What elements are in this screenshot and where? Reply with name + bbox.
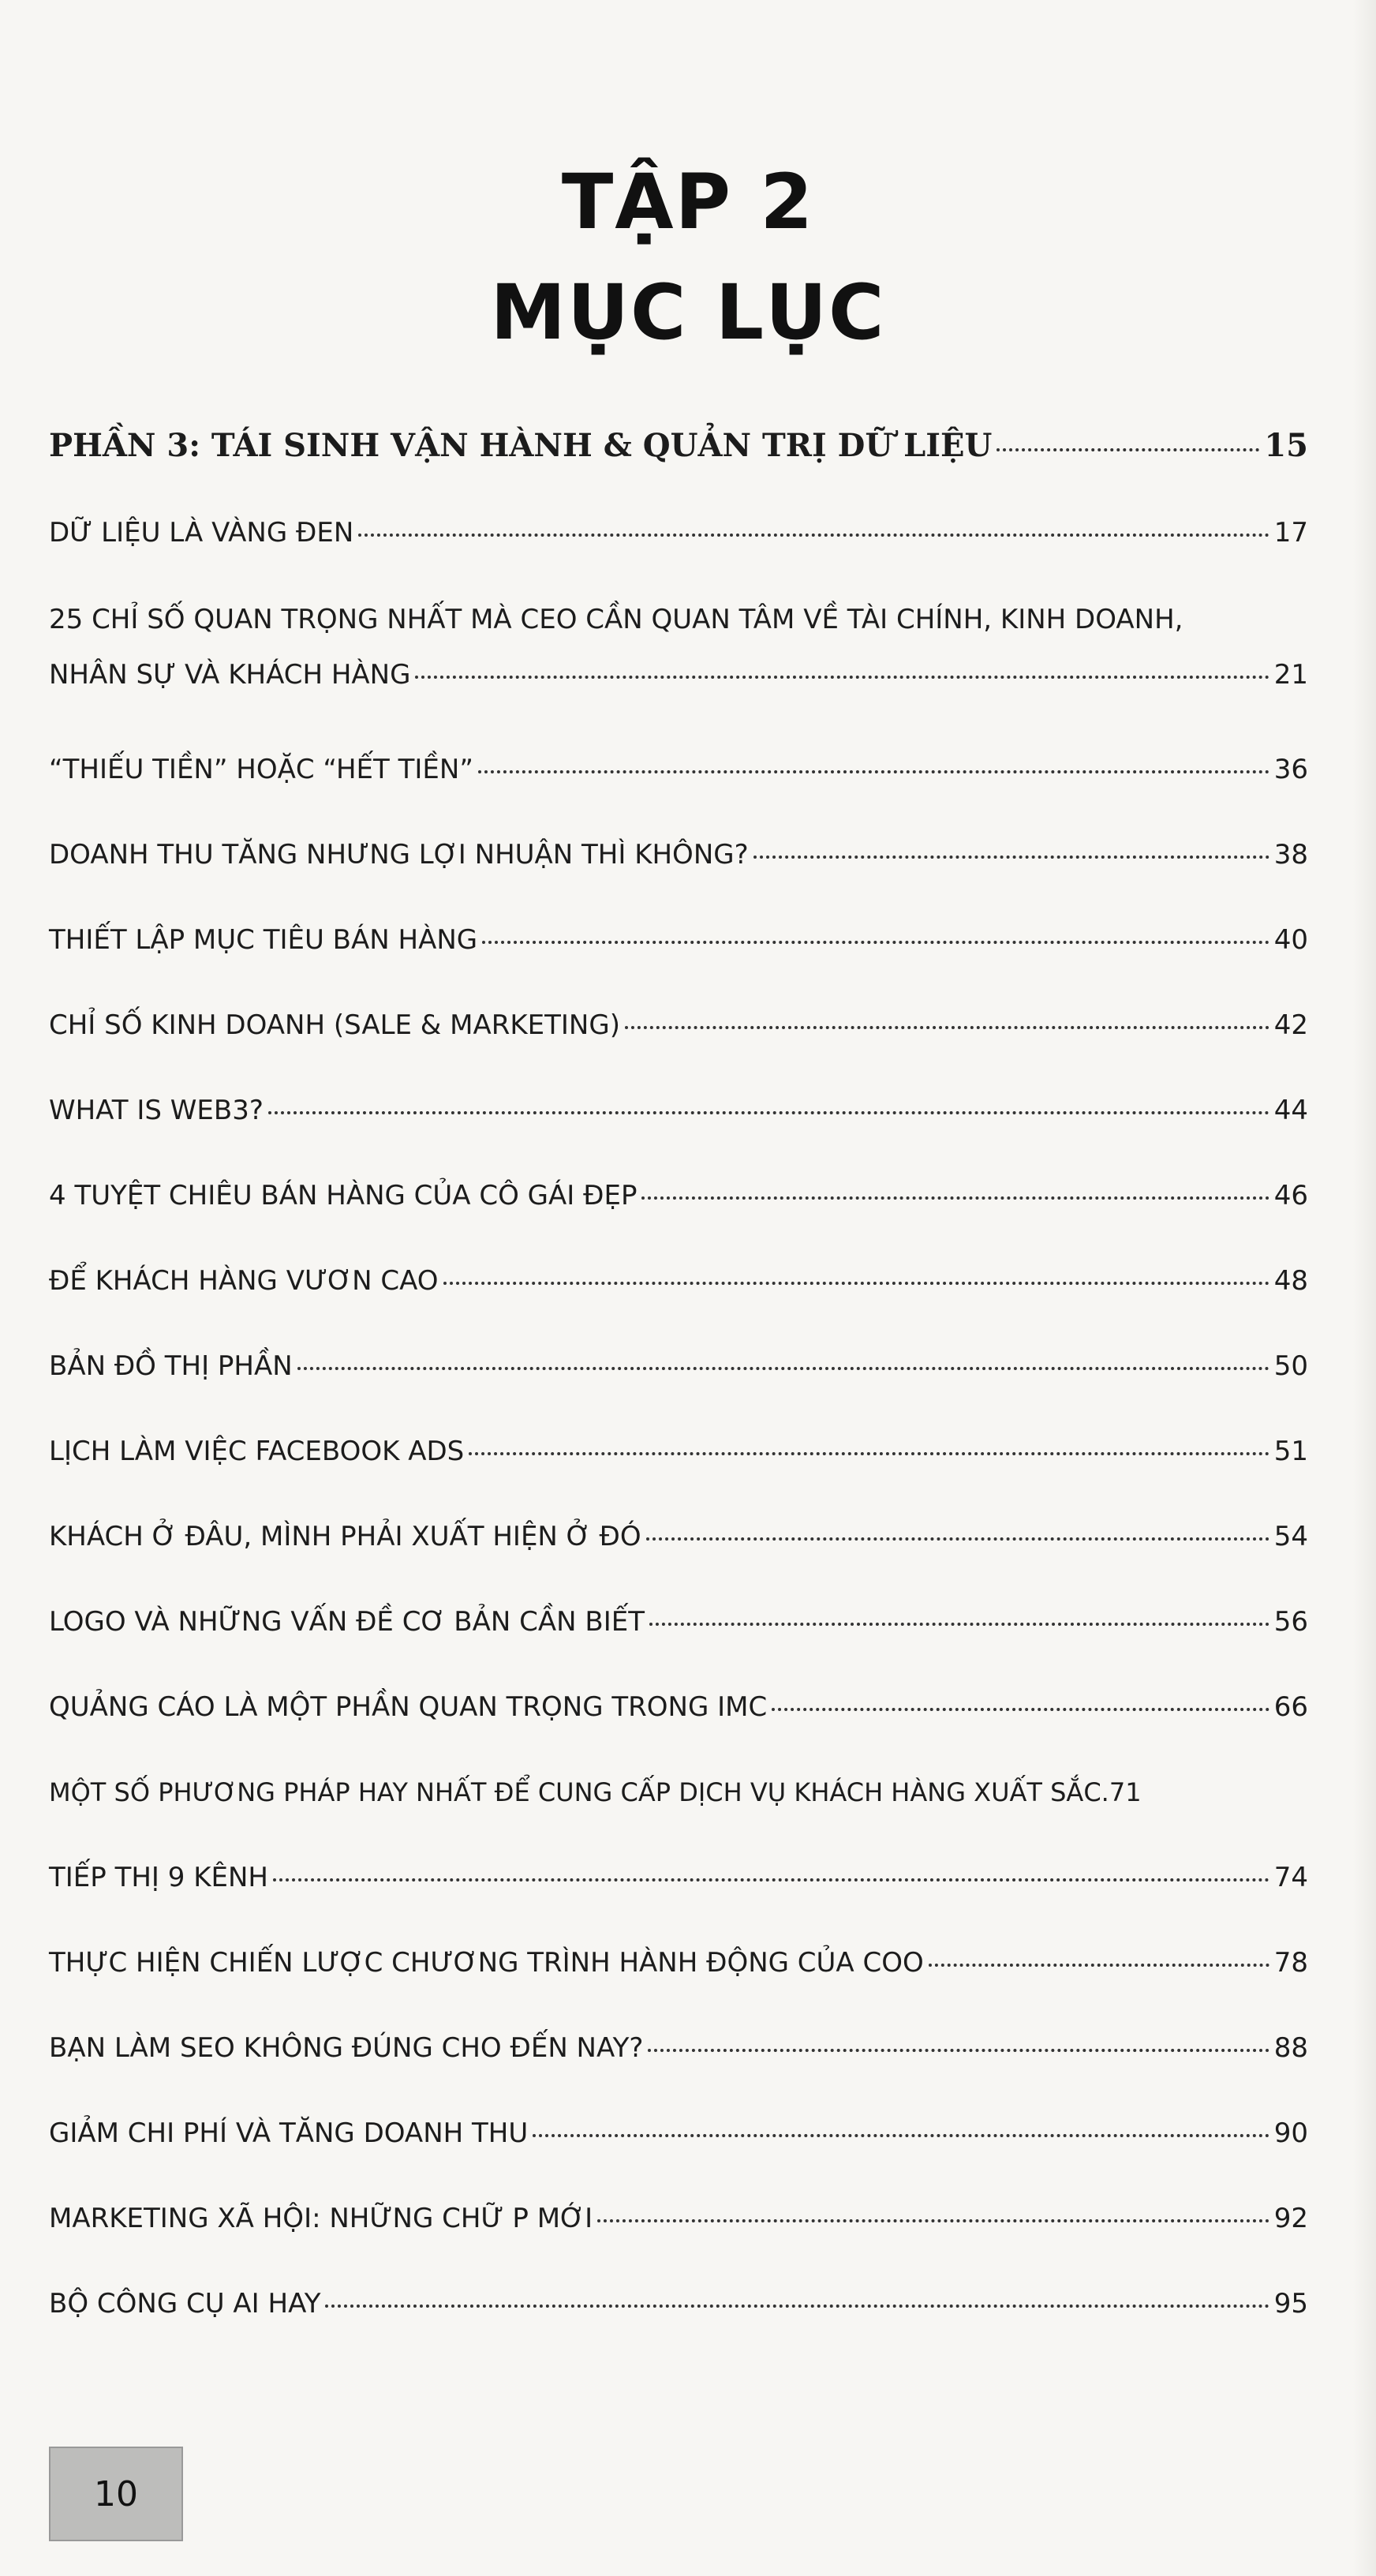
page-edge-shadow xyxy=(1353,0,1376,2576)
toc-entry xyxy=(49,1087,1308,1134)
page-number-box xyxy=(49,2447,183,2541)
toc-entry-page: 51 xyxy=(1273,1436,1308,1467)
toc-entry-page: 54 xyxy=(1273,1521,1308,1552)
toc-entry-title: GIẢM CHI PHÍ VÀ TĂNG DOANH THU xyxy=(49,2117,529,2149)
toc-entry xyxy=(49,1342,1308,1390)
toc-entry xyxy=(49,1257,1308,1305)
toc-entry-page: 40 xyxy=(1273,924,1308,956)
toc-entry-title: WHAT IS WEB3? xyxy=(49,1095,264,1126)
dot-leader xyxy=(625,1026,1269,1029)
toc-entry xyxy=(49,1769,1308,1816)
toc-entry-title: KHÁCH Ở ĐÂU, MÌNH PHẢI XUẤT HIỆN Ở ĐÓ xyxy=(49,1521,641,1552)
toc-entry xyxy=(49,509,1308,556)
dot-leader xyxy=(646,1537,1269,1541)
toc-entry-page: 44 xyxy=(1273,1095,1308,1126)
toc-entry xyxy=(49,831,1308,878)
toc-entry-page: 90 xyxy=(1273,2117,1308,2149)
toc-entry xyxy=(49,1939,1308,1986)
toc-entry-page: 42 xyxy=(1273,1009,1308,1041)
dot-leader xyxy=(469,1452,1269,1455)
toc-entry-page: 50 xyxy=(1273,1350,1308,1382)
toc-entry-title: “THIẾU TIỀN” HOẶC “HẾT TIỀN” xyxy=(49,754,473,785)
toc-entry xyxy=(49,1598,1308,1646)
toc-entry-title: ĐỂ KHÁCH HÀNG VƯƠN CAO xyxy=(49,1265,439,1297)
dot-leader xyxy=(641,1196,1269,1200)
dot-leader xyxy=(415,676,1269,679)
toc-entry-title: NHÂN SỰ VÀ KHÁCH HÀNG xyxy=(49,659,411,691)
toc-entry xyxy=(49,1002,1308,1049)
toc-entry-page: 95 xyxy=(1273,2288,1308,2320)
toc-entry-title: BỘ CÔNG CỤ AI HAY xyxy=(49,2288,321,2320)
toc-entry-page: 92 xyxy=(1273,2203,1308,2234)
page-number: 10 xyxy=(94,2473,138,2514)
toc-entry xyxy=(49,1428,1308,1475)
dot-leader xyxy=(996,448,1259,451)
dot-leader xyxy=(649,1623,1269,1626)
toc-entry-page: 88 xyxy=(1273,2032,1308,2064)
toc-entry-title: BẢN ĐỒ THỊ PHẦN xyxy=(49,1350,293,1382)
toc-entry-title: THỰC HIỆN CHIẾN LƯỢC CHƯƠNG TRÌNH HÀNH ĐỘNG CỦA COO xyxy=(49,1947,924,1979)
toc-entry-title: BẠN LÀM SEO KHÔNG ĐÚNG CHO ĐẾN NAY? xyxy=(49,2032,644,2064)
toc-entry-page: 56 xyxy=(1273,1606,1308,1638)
toc-heading: MỤC LỤC xyxy=(490,268,886,357)
toc-entry-page: 71 xyxy=(1109,1777,1142,1807)
toc-entry-title: 4 TUYỆT CHIÊU BÁN HÀNG CỦA CÔ GÁI ĐẸP xyxy=(49,1180,638,1211)
toc-entry-title: QUẢNG CÁO LÀ MỘT PHẦN QUAN TRỌNG TRONG IMC xyxy=(49,1691,768,1723)
dot-leader xyxy=(597,2219,1269,2222)
dot-leader xyxy=(772,1708,1269,1711)
toc-entry-page: 17 xyxy=(1273,517,1308,549)
toc-entry xyxy=(49,1172,1308,1219)
toc-entry-page: 66 xyxy=(1273,1691,1308,1723)
toc-entry xyxy=(49,2024,1308,2072)
toc-entry-title: MARKETING XÃ HỘI: NHỮNG CHỮ P MỚI xyxy=(49,2203,593,2234)
dot-leader xyxy=(358,534,1269,537)
toc-entry-title: PHẦN 3: TÁI SINH VẬN HÀNH & QUẢN TRỊ DỮ LIỆU xyxy=(49,427,993,464)
toc-entry xyxy=(49,596,1308,698)
dot-leader xyxy=(268,1111,1269,1114)
toc-entry xyxy=(49,1854,1308,1901)
toc-entry-page: 74 xyxy=(1273,1862,1308,1893)
toc-entry-title: CHỈ SỐ KINH DOANH (SALE & MARKETING) xyxy=(49,1009,620,1041)
dot-leader xyxy=(753,856,1269,859)
dot-leader xyxy=(929,1964,1269,1967)
toc-entry-title: LỊCH LÀM VIỆC FACEBOOK ADS xyxy=(49,1436,465,1467)
dot-leader xyxy=(648,2049,1269,2052)
dot-leader xyxy=(273,1878,1269,1881)
toc-entry-title: DỮ LIỆU LÀ VÀNG ĐEN xyxy=(49,517,354,549)
toc-entry xyxy=(49,746,1308,793)
dot-leader xyxy=(482,941,1269,944)
toc-entry-page: 46 xyxy=(1273,1180,1308,1211)
toc-entry-title-line1: 25 CHỈ SỐ QUAN TRỌNG NHẤT MÀ CEO CẦN QUAN TÂM VỀ TÀI CHÍNH, KINH DOANH, xyxy=(49,604,1183,635)
volume-title: TẬP 2 xyxy=(561,158,815,246)
toc-entry-title: MỘT SỐ PHƯƠNG PHÁP HAY NHẤT ĐỂ CUNG CẤP DỊCH VỤ KHÁCH HÀNG XUẤT SẮC. xyxy=(49,1777,1109,1807)
toc-entry-title: DOANH THU TĂNG NHƯNG LỢI NHUẬN THÌ KHÔNG? xyxy=(49,839,749,871)
toc-entry xyxy=(49,2195,1308,2242)
dot-leader xyxy=(533,2134,1269,2137)
toc-entry-page: 21 xyxy=(1273,659,1308,691)
toc-entry-page: 38 xyxy=(1273,839,1308,871)
toc-entry-page: 78 xyxy=(1273,1947,1308,1979)
toc-entry xyxy=(49,916,1308,964)
toc-entry-title: TIẾP THỊ 9 KÊNH xyxy=(49,1862,268,1893)
dot-leader xyxy=(443,1282,1269,1285)
dot-leader xyxy=(478,770,1269,773)
toc-entry xyxy=(49,1683,1308,1731)
toc-entry-page: 15 xyxy=(1264,427,1308,464)
toc-entry xyxy=(49,1513,1308,1560)
toc-entry-title: THIẾT LẬP MỤC TIÊU BÁN HÀNG xyxy=(49,924,478,956)
toc-entry-page: 36 xyxy=(1273,754,1308,785)
toc-entry-title: LOGO VÀ NHỮNG VẤN ĐỀ CƠ BẢN CẦN BIẾT xyxy=(49,1606,645,1638)
toc-entry xyxy=(49,2280,1308,2327)
toc-entry xyxy=(49,2110,1308,2157)
dot-leader xyxy=(325,2305,1269,2308)
toc-entry-page: 48 xyxy=(1273,1265,1308,1297)
toc-entry-part-3 xyxy=(49,422,1308,470)
dot-leader xyxy=(297,1367,1269,1370)
